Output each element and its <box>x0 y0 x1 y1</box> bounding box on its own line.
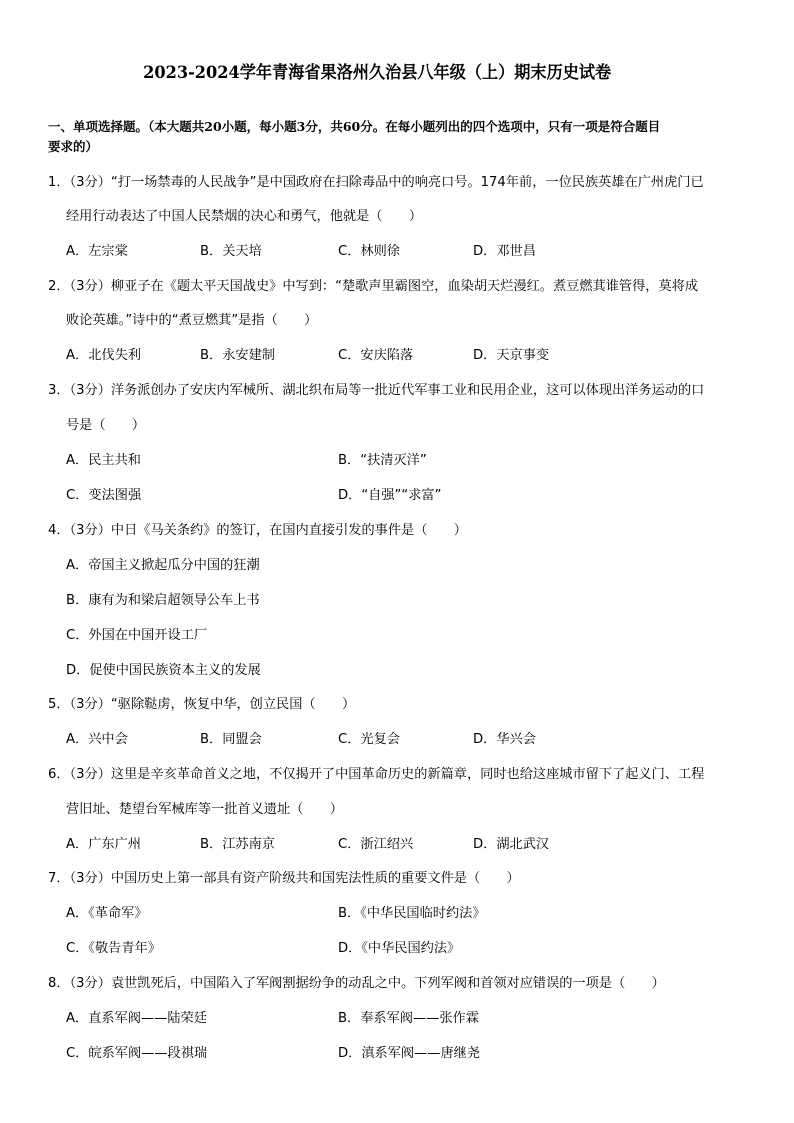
question-4-option-d: D．促使中国民族资本主义的发展 <box>66 663 261 678</box>
question-8-option-a: A．直系军阀——陆荣廷 <box>66 1011 207 1026</box>
question-7-option-a: A．《革命军》 <box>66 906 148 921</box>
question-3-option-c: C．变法图强 <box>66 488 142 503</box>
question-7-option-d: D．《中华民国约法》 <box>338 941 461 956</box>
question-4-option-c: C．外国在中国开设工厂 <box>66 628 208 643</box>
question-5-stem: 5．（3分）“驱除鞑虏，恢复中华，创立民国（ ） <box>48 697 356 712</box>
section-heading-line1: 一、单项选择题。（本大题共20小题，每小题3分，共60分。在每小题列出的四个选项中，只有一项是符合题目 <box>48 119 661 134</box>
question-1-option-a: A．左宗棠 <box>66 244 128 259</box>
question-2-option-c: C．安庆陷落 <box>338 348 414 363</box>
question-3-option-a: A．民主共和 <box>66 453 141 468</box>
question-4-option-b: B．康有为和梁启超领导公车上书 <box>66 593 260 608</box>
section-heading-line2: 要求的） <box>48 139 99 154</box>
question-7-option-b: B．《中华民国临时约法》 <box>338 906 486 921</box>
question-2-option-b: B．永安建制 <box>200 348 275 363</box>
question-2-stem-cont: 败论英雄。”诗中的“煮豆燃萁”是指（ ） <box>66 313 318 328</box>
question-1-stem-cont: 经用行动表达了中国人民禁烟的决心和勇气，他就是（ ） <box>66 209 423 224</box>
question-3-stem: 3．（3分）洋务派创办了安庆内军械所、湖北织布局等一批近代军事工业和民用企业，这可以体现出洋务运动的口 <box>48 383 705 398</box>
question-5-option-d: D．华兴会 <box>473 732 536 747</box>
question-6-option-b: B．江苏南京 <box>200 837 275 852</box>
question-6-stem: 6．（3分）这里是辛亥革命首义之地，不仅揭开了中国革命历史的新篇章，同时也给这座城市留下了起义门、工程 <box>48 767 705 782</box>
question-3-option-b: B．“扶清灭洋” <box>338 453 427 468</box>
question-1-option-b: B．关天培 <box>200 244 262 259</box>
question-1-option-d: D．邓世昌 <box>473 244 536 259</box>
question-8-stem: 8．（3分）袁世凯死后，中国陷入了军阀割据纷争的动乱之中。下列军阀和首领对应错误的一项是（ ） <box>48 976 665 991</box>
question-7-option-c: C．《敬告青年》 <box>66 941 161 956</box>
question-3-stem-cont: 号是（ ） <box>66 418 146 433</box>
question-1-option-c: C．林则徐 <box>338 244 400 259</box>
question-4-stem: 4．（3分）中日《马关条约》的签订，在国内直接引发的事件是（ ） <box>48 523 467 538</box>
question-7-stem: 7．（3分）中国历史上第一部具有资产阶级共和国宪法性质的重要文件是（ ） <box>48 871 520 886</box>
question-3-option-d: D．“自强”“求富” <box>338 488 442 503</box>
question-5-option-b: B．同盟会 <box>200 732 262 747</box>
question-8-option-b: B．奉系军阀——张作霖 <box>338 1011 479 1026</box>
question-8-option-c: C．皖系军阀——段祺瑞 <box>66 1046 208 1061</box>
question-1-stem: 1．（3分）“打一场禁毒的人民战争”是中国政府在扫除毒品中的响亮口号。174年前，一位民族英雄在广州虎门已 <box>48 175 704 190</box>
question-4-option-a: A．帝国主义掀起瓜分中国的狂潮 <box>66 558 260 573</box>
question-2-option-a: A．北伐失利 <box>66 348 141 363</box>
question-6-option-a: A．广东广州 <box>66 837 141 852</box>
question-5-option-c: C．光复会 <box>338 732 400 747</box>
question-5-option-a: A．兴中会 <box>66 732 128 747</box>
question-2-option-d: D．天京事变 <box>473 348 550 363</box>
question-6-option-c: C．浙江绍兴 <box>338 837 414 852</box>
exam-title: 2023-2024学年青海省果洛州久治县八年级（上）期末历史试卷 <box>143 63 612 83</box>
question-2-stem: 2．（3分）柳亚子在《题太平天国战史》中写到：“楚歌声里霸图空，血染胡天烂漫红。煮豆燃萁谁管得，莫将成 <box>48 279 699 294</box>
question-8-option-d: D．滇系军阀——唐继尧 <box>338 1046 481 1061</box>
question-6-stem-cont: 营旧址、楚望台军械库等一批首义遗址（ ） <box>66 802 343 817</box>
question-6-option-d: D．湖北武汉 <box>473 837 550 852</box>
